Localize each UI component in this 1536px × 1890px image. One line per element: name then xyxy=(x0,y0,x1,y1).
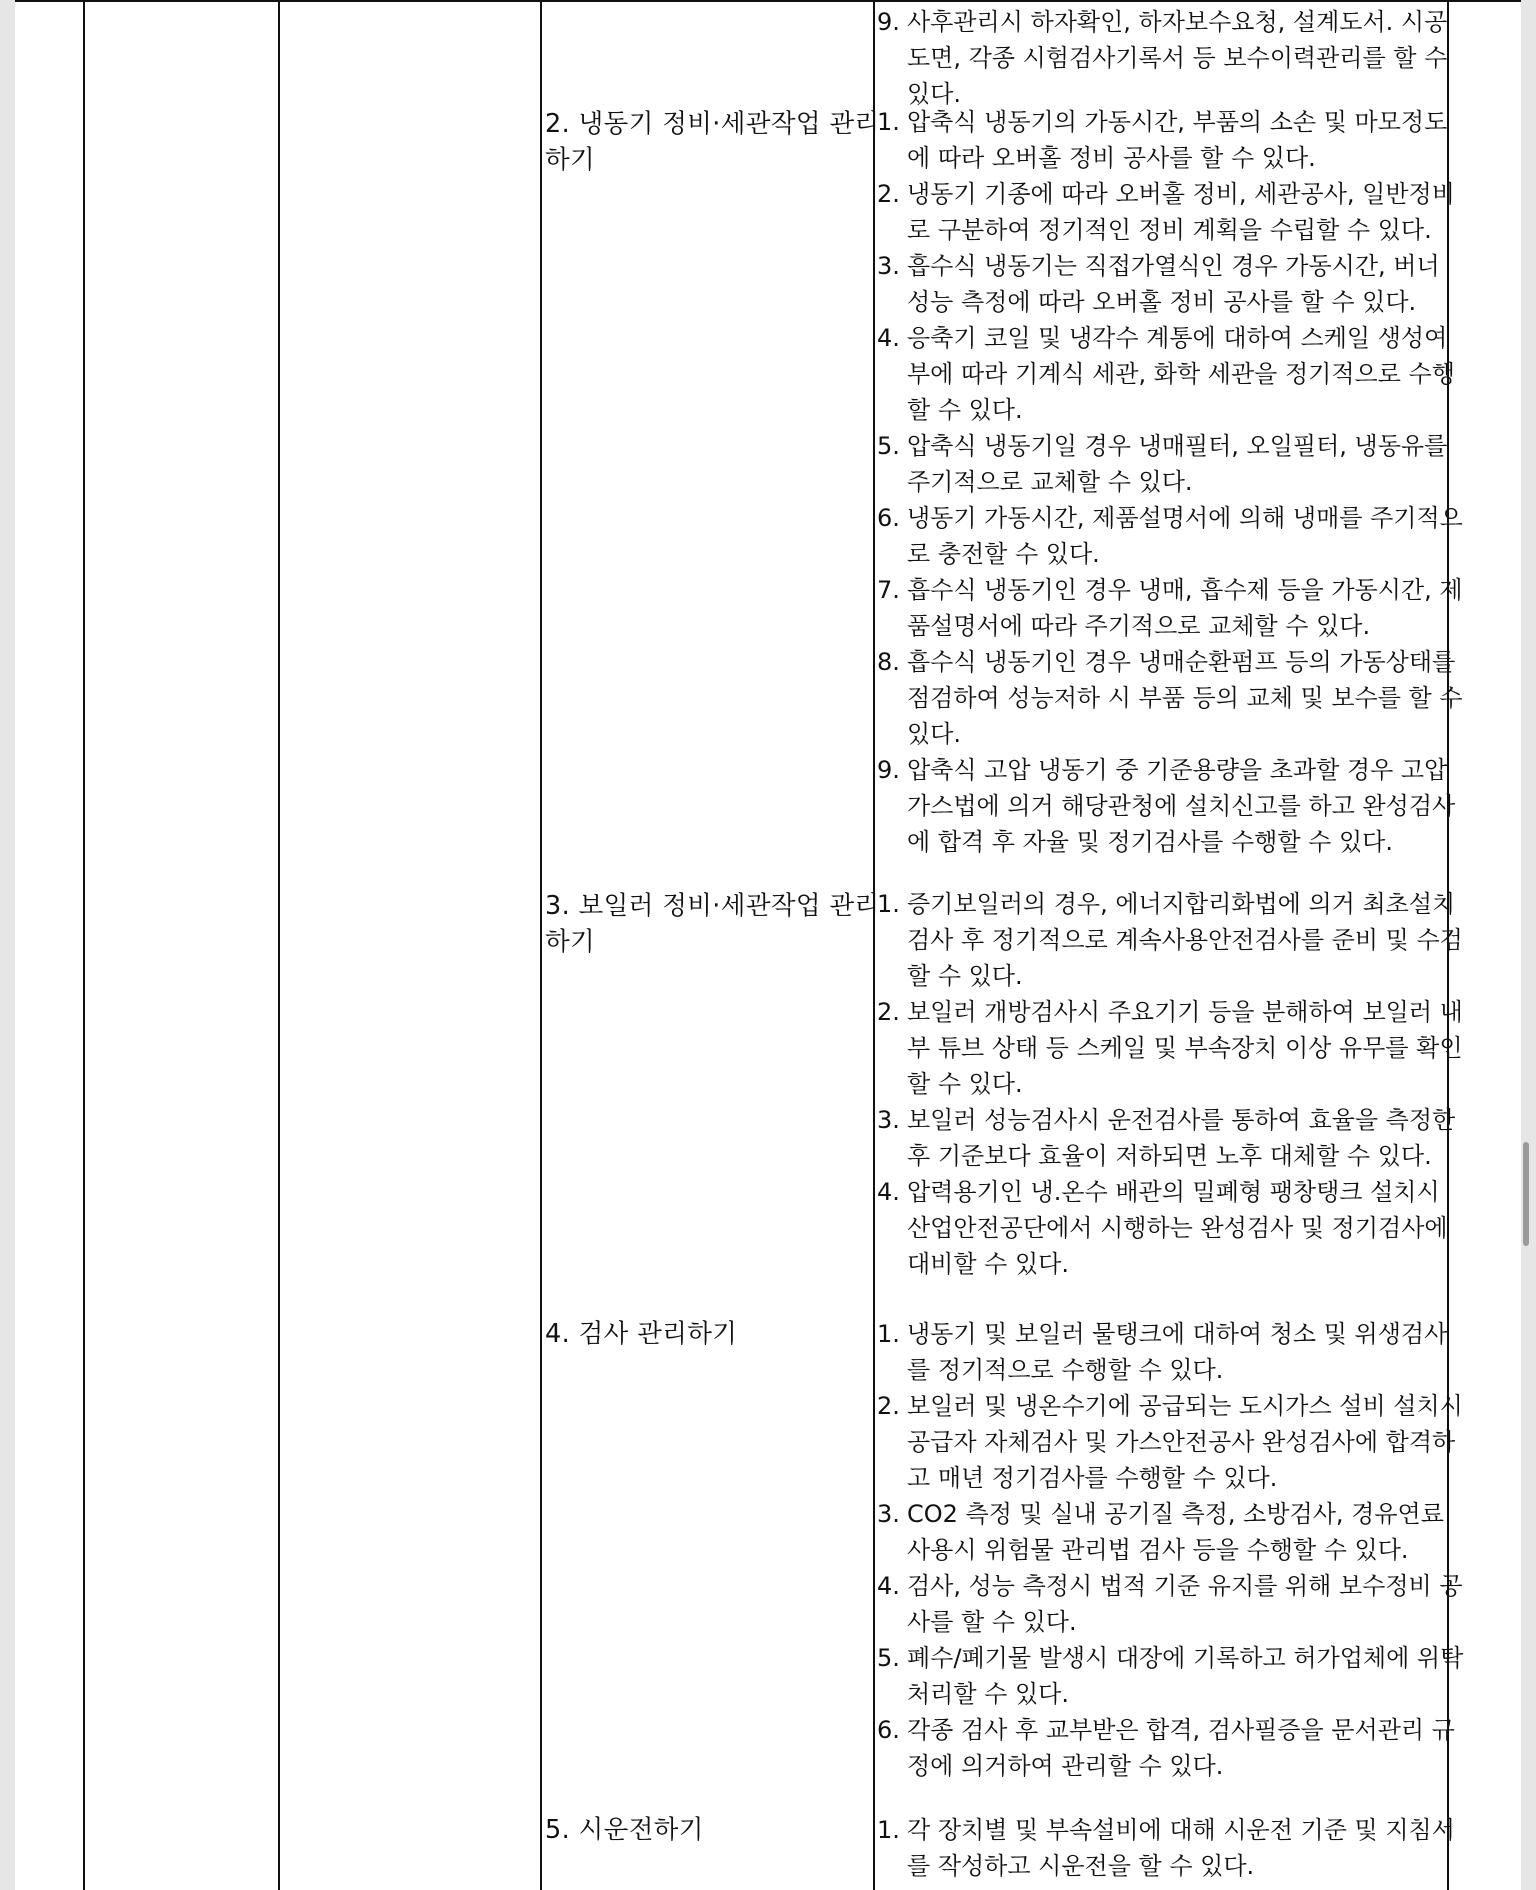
criteria-text: 폐수/폐기물 발생시 대장에 기록하고 허가업체에 위탁처리할 수 있다. xyxy=(907,1644,1464,1708)
criteria-text: 검사, 성능 측정시 법적 기준 유지를 위해 보수정비 공사를 할 수 있다. xyxy=(907,1572,1463,1636)
table-border-col2 xyxy=(278,0,280,1890)
criteria-item xyxy=(877,994,1467,1102)
criteria-list-prev xyxy=(877,4,1467,112)
criteria-item xyxy=(877,176,1467,248)
criteria-item xyxy=(877,1496,1467,1568)
criteria-text: 사후관리시 하자확인, 하자보수요청, 설계도서. 시공도면, 각종 시험검사기록서 등 보수이력관리를 할 수 있다. xyxy=(907,8,1448,108)
scrollbar-thumb[interactable] xyxy=(1523,1142,1529,1246)
criteria-number: 2. xyxy=(877,1392,900,1420)
criteria-number: 1. xyxy=(877,1320,900,1348)
criteria-text: 흡수식 냉동기는 직접가열식인 경우 가동시간, 버너 성능 측정에 따라 오버홀 정비 공사를 할 수 있다. xyxy=(907,252,1440,316)
criteria-item xyxy=(877,1712,1467,1784)
criteria-text: 보일러 개방검사시 주요기기 등을 분해하여 보일러 내부 튜브 상태 등 스케일 및 부속장치 이상 유무를 확인할 수 있다. xyxy=(907,998,1463,1098)
criteria-text: 압축식 고압 냉동기 중 기준용량을 초과할 경우 고압가스법에 의거 해당관청에 설치신고를 하고 완성검사에 합격 후 자율 및 정기검사를 수행할 수 있다. xyxy=(907,756,1456,856)
criteria-text: 흡수식 냉동기인 경우 냉매순환펌프 등의 가동상태를 점검하여 성능저하 시 부품 등의 교체 및 보수를 할 수 있다. xyxy=(907,648,1463,748)
criteria-text: 각종 검사 후 교부받은 합격, 검사필증을 문서관리 규정에 의거하여 관리할 수 있다. xyxy=(907,1716,1455,1780)
criteria-list xyxy=(877,1316,1467,1784)
task-title: 3. 보일러 정비·세관작업 관리하기 xyxy=(545,891,880,957)
criteria-item xyxy=(877,1812,1467,1884)
criteria-number: 4. xyxy=(877,1178,900,1206)
criteria-number: 8. xyxy=(877,648,900,676)
criteria-number: 1. xyxy=(877,108,900,136)
criteria-item xyxy=(877,1388,1467,1496)
criteria-item xyxy=(877,320,1467,428)
criteria-number: 5. xyxy=(877,1644,900,1672)
criteria-list xyxy=(877,104,1467,860)
criteria-item xyxy=(877,248,1467,320)
criteria-text: 보일러 및 냉온수기에 공급되는 도시가스 설비 설치시 공급자 자체검사 및 가스안전공사 완성검사에 합격하고 매년 정기검사를 수행할 수 있다. xyxy=(907,1392,1463,1492)
criteria-item xyxy=(877,1102,1467,1174)
criteria-text: 냉동기 및 보일러 물탱크에 대하여 청소 및 위생검사를 정기적으로 수행할 수 있다. xyxy=(907,1320,1448,1384)
criteria-text: 압력용기인 냉.온수 배관의 밀폐형 팽창탱크 설치시 산업안전공단에서 시행하는 완성검사 및 정기검사에 대비할 수 있다. xyxy=(907,1178,1448,1278)
criteria-number: 4. xyxy=(877,324,900,352)
criteria-text: 압축식 냉동기의 가동시간, 부품의 소손 및 마모정도에 따라 오버홀 정비 공사를 할 수 있다. xyxy=(907,108,1448,172)
criteria-number: 7. xyxy=(877,576,900,604)
criteria-number: 4. xyxy=(877,1572,900,1600)
task-title: 4. 검사 관리하기 xyxy=(545,1319,738,1349)
criteria-item xyxy=(877,104,1467,176)
criteria-item xyxy=(877,644,1467,752)
criteria-item xyxy=(877,1316,1467,1388)
criteria-item xyxy=(877,572,1467,644)
criteria-text: 보일러 성능검사시 운전검사를 통하여 효율을 측정한 후 기준보다 효율이 저하되면 노후 대체할 수 있다. xyxy=(907,1106,1456,1170)
criteria-list xyxy=(877,1812,1467,1884)
criteria-item xyxy=(877,500,1467,572)
criteria-number: 6. xyxy=(877,1716,900,1744)
criteria-list xyxy=(877,886,1467,1282)
table-border-col3 xyxy=(540,0,542,1890)
criteria-item xyxy=(877,4,1467,112)
criteria-number: 1. xyxy=(877,1816,900,1844)
criteria-number: 9. xyxy=(877,8,900,36)
criteria-text: 흡수식 냉동기인 경우 냉매, 흡수제 등을 가동시간, 제품설명서에 따라 주기적으로 교체할 수 있다. xyxy=(907,576,1463,640)
criteria-number: 9. xyxy=(877,756,900,784)
criteria-text: 각 장치별 및 부속설비에 대해 시운전 기준 및 지침서를 작성하고 시운전을 할 수 있다. xyxy=(907,1816,1455,1880)
table-top-border xyxy=(15,0,1521,2)
criteria-item xyxy=(877,752,1467,860)
task-title: 2. 냉동기 정비·세관작업 관리하기 xyxy=(545,109,880,175)
document-page xyxy=(15,0,1521,1890)
criteria-number: 3. xyxy=(877,252,900,280)
criteria-item xyxy=(877,886,1467,994)
criteria-number: 2. xyxy=(877,998,900,1026)
criteria-text: 증기보일러의 경우, 에너지합리화법에 의거 최초설치검사 후 정기적으로 계속사용안전검사를 준비 및 수검할 수 있다. xyxy=(907,890,1463,990)
task-title: 5. 시운전하기 xyxy=(545,1815,704,1845)
criteria-item xyxy=(877,428,1467,500)
criteria-number: 3. xyxy=(877,1500,900,1528)
criteria-number: 2. xyxy=(877,180,900,208)
criteria-text: 응축기 코일 및 냉각수 계통에 대하여 스케일 생성여부에 따라 기계식 세관, 화학 세관을 정기적으로 수행할 수 있다. xyxy=(907,324,1455,424)
criteria-number: 1. xyxy=(877,890,900,918)
criteria-text: 냉동기 기종에 따라 오버홀 정비, 세관공사, 일반정비로 구분하여 정기적인 정비 계획을 수립할 수 있다. xyxy=(907,180,1455,244)
criteria-item xyxy=(877,1174,1467,1282)
criteria-text: CO2 측정 및 실내 공기질 측정, 소방검사, 경유연료 사용시 위험물 관리법 검사 등을 수행할 수 있다. xyxy=(907,1500,1444,1564)
table-border-left xyxy=(83,0,85,1890)
criteria-text: 압축식 냉동기일 경우 냉매필터, 오일필터, 냉동유를 주기적으로 교체할 수 있다. xyxy=(907,432,1448,496)
criteria-item xyxy=(877,1568,1467,1640)
criteria-number: 5. xyxy=(877,432,900,460)
criteria-number: 6. xyxy=(877,504,900,532)
criteria-number: 3. xyxy=(877,1106,900,1134)
criteria-item xyxy=(877,1640,1467,1712)
criteria-text: 냉동기 가동시간, 제품설명서에 의해 냉매를 주기적으로 충전할 수 있다. xyxy=(907,504,1463,568)
